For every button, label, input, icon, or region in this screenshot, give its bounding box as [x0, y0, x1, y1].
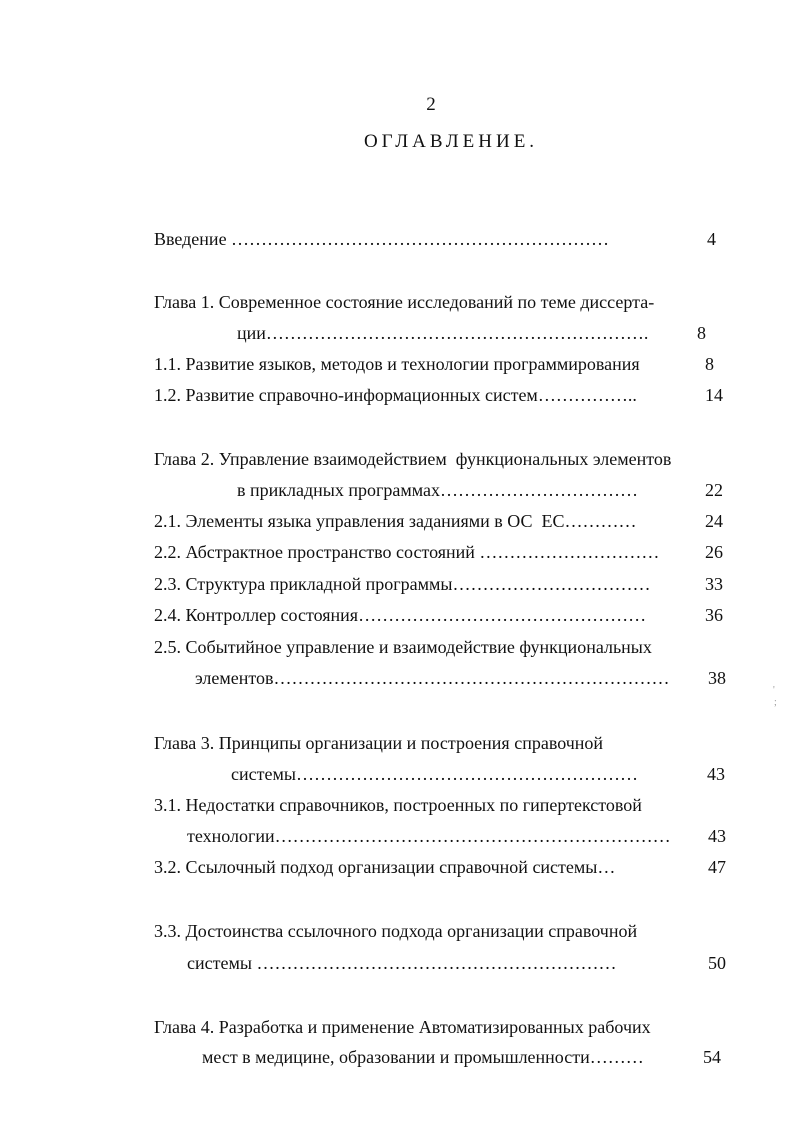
- toc-entry-text: Глава 4. Разработка и применение Автоматизированных рабочих: [154, 1017, 651, 1037]
- toc-entry-page: 47: [708, 857, 726, 877]
- toc-entry-text: Глава 3. Принципы организации и построения справочной: [154, 733, 604, 753]
- toc-entry-page: 50: [708, 953, 726, 973]
- toc-entry-text: 2.4. Контроллер состояния…………………………………………: [154, 605, 647, 625]
- toc-entry-text: 3.2. Ссылочный подход организации справочной системы…: [154, 857, 616, 877]
- toc-entry-text-cont: системы…………………………………………………: [231, 764, 638, 784]
- toc-entry-text: 2.3. Структура прикладной программы……………………………: [154, 574, 651, 594]
- toc-entry-page: 54: [703, 1047, 721, 1067]
- toc-entry-text: 1.2. Развитие справочно-информационных систем……………..: [154, 385, 637, 405]
- toc-entry-text-cont: ции……………………………………………………….: [237, 323, 649, 343]
- scan-speck: ;: [774, 697, 777, 708]
- toc-entry-page: 22: [705, 480, 723, 500]
- toc-entry-page: 43: [708, 826, 726, 846]
- page-title: ОГЛАВЛЕНИЕ.: [363, 131, 539, 152]
- toc-entry-page: 4: [707, 229, 716, 249]
- page-number: 2: [426, 94, 436, 115]
- toc-entry-text: Глава 1. Современное состояние исследований по теме диссерта-: [154, 292, 655, 312]
- toc-entry-page: 14: [705, 385, 723, 405]
- toc-entry-text-cont: системы ……………………………………………………: [187, 953, 617, 973]
- toc-entry-text-cont: элементов…………………………………………………………: [195, 668, 670, 688]
- toc-entry-text: Глава 2. Управление взаимодействием функциональных элементов: [154, 449, 672, 469]
- toc-entry-page: 8: [705, 354, 714, 374]
- toc-entry-text: Введение ………………………………………………………: [154, 229, 610, 249]
- toc-entry-page: 43: [707, 764, 725, 784]
- toc-entry-page: 8: [697, 323, 706, 343]
- toc-entry-text-cont: в прикладных программах……………………………: [237, 480, 639, 500]
- toc-entry-text-cont: технологии…………………………………………………………: [187, 826, 671, 846]
- toc-entry-text: 3.1. Недостатки справочников, построенных по гипертекстовой: [154, 795, 642, 815]
- toc-entry-text: 3.3. Достоинства ссылочного подхода организации справочной: [154, 921, 638, 941]
- toc-entry-text: 2.1. Элементы языка управления заданиями в ОС ЕС…………: [154, 511, 637, 531]
- toc-entry-text: 2.2. Абстрактное пространство состояний …………………………: [154, 542, 660, 562]
- scan-speck: ': [773, 685, 775, 696]
- toc-entry-text: 2.5. Событийное управление и взаимодействие функциональных: [154, 637, 652, 657]
- toc-entry-page: 33: [705, 574, 723, 594]
- toc-entry-page: 36: [705, 605, 723, 625]
- toc-entry-page: 26: [705, 542, 723, 562]
- toc-entry-text-cont: мест в медицине, образовании и промышленности………: [202, 1047, 644, 1067]
- toc-entry-page: 38: [708, 668, 726, 688]
- toc-entry-page: 24: [705, 511, 723, 531]
- toc-entry-text: 1.1. Развитие языков, методов и технологии программирования: [154, 354, 640, 374]
